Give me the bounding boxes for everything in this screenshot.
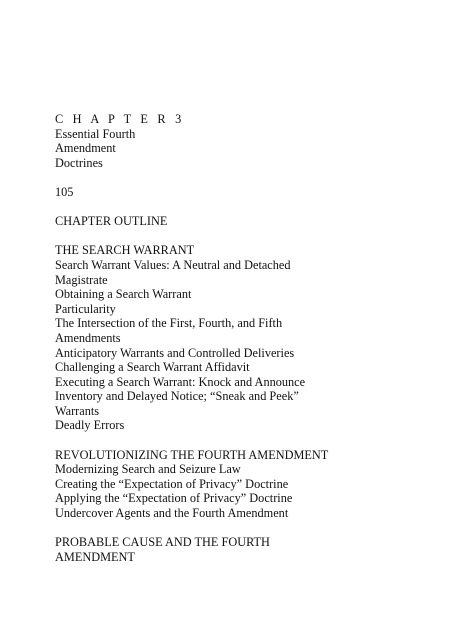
outline-item: Executing a Search Warrant: Knock and Announce bbox=[55, 374, 306, 389]
outline-item: Inventory and Delayed Notice; “Sneak and Peek” bbox=[55, 389, 299, 404]
spacer bbox=[55, 229, 445, 244]
outline-item: The Intersection of the First, Fourth, and Fifth bbox=[55, 316, 283, 331]
chapter-outline-text bbox=[55, 112, 445, 564]
chapter-title-line-3: Doctrines bbox=[55, 155, 103, 170]
outline-item: Magistrate bbox=[55, 272, 108, 287]
outline-item: Particularity bbox=[55, 301, 116, 316]
chapter-label: C H A P T E R 3 bbox=[55, 112, 185, 126]
outline-heading: CHAPTER OUTLINE bbox=[55, 214, 168, 229]
outline-item: Warrants bbox=[55, 403, 100, 418]
outline-item: Search Warrant Values: A Neutral and Detached bbox=[55, 257, 291, 272]
chapter-title-line-1: Essential Fourth bbox=[55, 126, 136, 141]
outline-item: Challenging a Search Warrant Affidavit bbox=[55, 360, 250, 375]
section-heading-probable-cause-line-1: PROBABLE CAUSE AND THE FOURTH bbox=[55, 535, 270, 550]
spacer bbox=[55, 170, 445, 185]
section-heading-revolutionizing: REVOLUTIONIZING THE FOURTH AMENDMENT bbox=[55, 447, 329, 462]
outline-item: Anticipatory Warrants and Controlled Deliveries bbox=[55, 345, 295, 360]
spacer bbox=[55, 433, 445, 448]
outline-item: Deadly Errors bbox=[55, 418, 125, 433]
page-number: 105 bbox=[55, 184, 74, 199]
section-heading-probable-cause-line-2: AMENDMENT bbox=[55, 549, 135, 564]
chapter-title-line-2: Amendment bbox=[55, 141, 116, 156]
outline-item: Undercover Agents and the Fourth Amendment bbox=[55, 506, 289, 521]
section-heading-search-warrant: THE SEARCH WARRANT bbox=[55, 243, 195, 258]
outline-item: Amendments bbox=[55, 330, 121, 345]
outline-item: Modernizing Search and Seizure Law bbox=[55, 462, 241, 477]
outline-item: Creating the “Expectation of Privacy” Doctrine bbox=[55, 476, 289, 491]
outline-item: Obtaining a Search Warrant bbox=[55, 287, 192, 302]
spacer bbox=[55, 200, 445, 215]
outline-item: Applying the “Expectation of Privacy” Doctrine bbox=[55, 491, 293, 506]
spacer bbox=[55, 521, 445, 536]
